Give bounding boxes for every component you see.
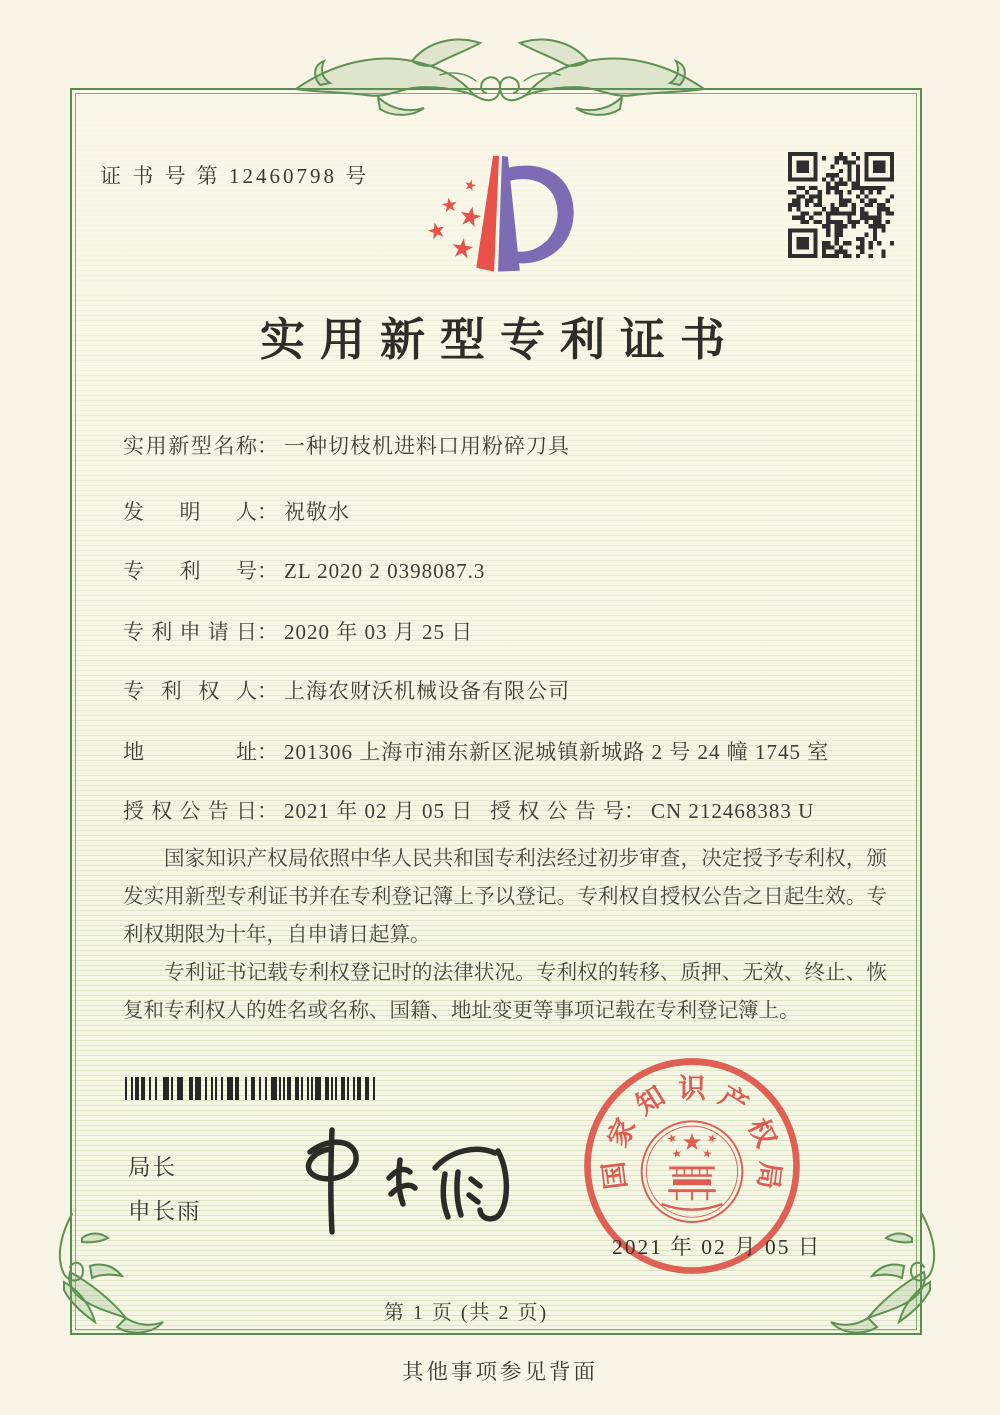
officer-name: 申长雨: [128, 1199, 202, 1224]
field-value: 祝敬水: [284, 500, 350, 524]
page-number: 第 1 页 (共 2 页): [383, 1302, 549, 1324]
cnipa-logo: [403, 140, 601, 298]
barcode: [125, 1077, 381, 1100]
field-patent-number: 专利号： ZL 2020 2 0398087.3: [123, 555, 898, 585]
field-inventor: 发明人： 祝敬水: [123, 496, 898, 526]
field-filing-date: 专利申请日： 2020 年 03 月 25 日: [123, 616, 898, 646]
field-patentee: 专利权人： 上海农财沃机械设备有限公司: [123, 675, 898, 705]
field-value: 上海农财沃机械设备有限公司: [284, 679, 570, 703]
svg-text:知: 知: [630, 1079, 671, 1121]
field-grant-date-row: [123, 795, 898, 825]
field-address: 地址： 201306 上海市浦东新区泥城镇新城路 2 号 24 幢 1745 室: [123, 736, 898, 766]
certificate-title: 实用新型专利证书: [259, 315, 740, 365]
field-value: 2021 年 02 月 05 日: [284, 799, 474, 823]
svg-text:局: 局: [752, 1159, 787, 1192]
officer-block: [128, 1146, 202, 1234]
svg-text:识: 识: [678, 1072, 706, 1104]
field-value: 一种切枝机进料口用粉碎刀具: [284, 434, 570, 458]
seal-date: 2021 年 02 月 05 日: [612, 1235, 822, 1259]
qr-code: [788, 152, 894, 258]
field-label: 专利号: [123, 559, 257, 583]
svg-text:国: 国: [597, 1159, 632, 1192]
field-value: CN 212468383 U: [651, 799, 815, 823]
officer-title: 局长: [128, 1155, 178, 1180]
svg-text:产: 产: [713, 1079, 754, 1121]
field-label: 授权公告日: [123, 799, 257, 823]
legal-paragraph-2: 专利证书记载专利权登记时的法律状况。专利权的转移、质押、无效、终止、恢复和专利权人的姓名或名称、国籍、地址变更等事项记载在专利登记簿上。: [123, 962, 887, 1022]
officer-signature: [272, 1122, 522, 1240]
field-label: 授权公告号: [490, 799, 624, 823]
logo-stars: [426, 178, 482, 259]
back-note: 其他事项参见背面: [401, 1360, 598, 1384]
field-label: 专利申请日: [123, 620, 257, 644]
legal-paragraph-1: 国家知识产权局依照中华人民共和国专利法经过初步审查，决定授予专利权，颁发实用新型专利证书并在专利登记簿上予以登记。专利权自授权公告之日起生效。专利权期限为十年，自申请日起算。: [123, 848, 887, 946]
field-value: ZL 2020 2 0398087.3: [284, 559, 486, 583]
logo-p-bowl: [508, 166, 574, 264]
seal-emblem: [642, 1121, 743, 1222]
field-grant-date: 授权公告日： 2021 年 02 月 05 日: [123, 799, 473, 823]
field-label: 发明人: [123, 500, 257, 524]
svg-text:权: 权: [742, 1113, 783, 1152]
field-value: 2020 年 03 月 25 日: [284, 620, 474, 644]
field-value: 201306 上海市浦东新区泥城镇新城路 2 号 24 幢 1745 室: [284, 740, 830, 764]
field-label: 实用新型名称: [123, 434, 257, 458]
legal-text: [123, 840, 887, 1030]
svg-text:家: 家: [601, 1113, 642, 1152]
field-utility-model-name: 实用新型名称： 一种切枝机进料口用粉碎刀具: [123, 430, 898, 460]
field-grant-number: 授权公告号： CN 212468383 U: [490, 795, 814, 825]
field-label: 专利权人: [123, 679, 257, 703]
field-label: 地址: [123, 740, 257, 764]
certificate-number: 证 书 号 第 12460798 号: [100, 164, 370, 188]
